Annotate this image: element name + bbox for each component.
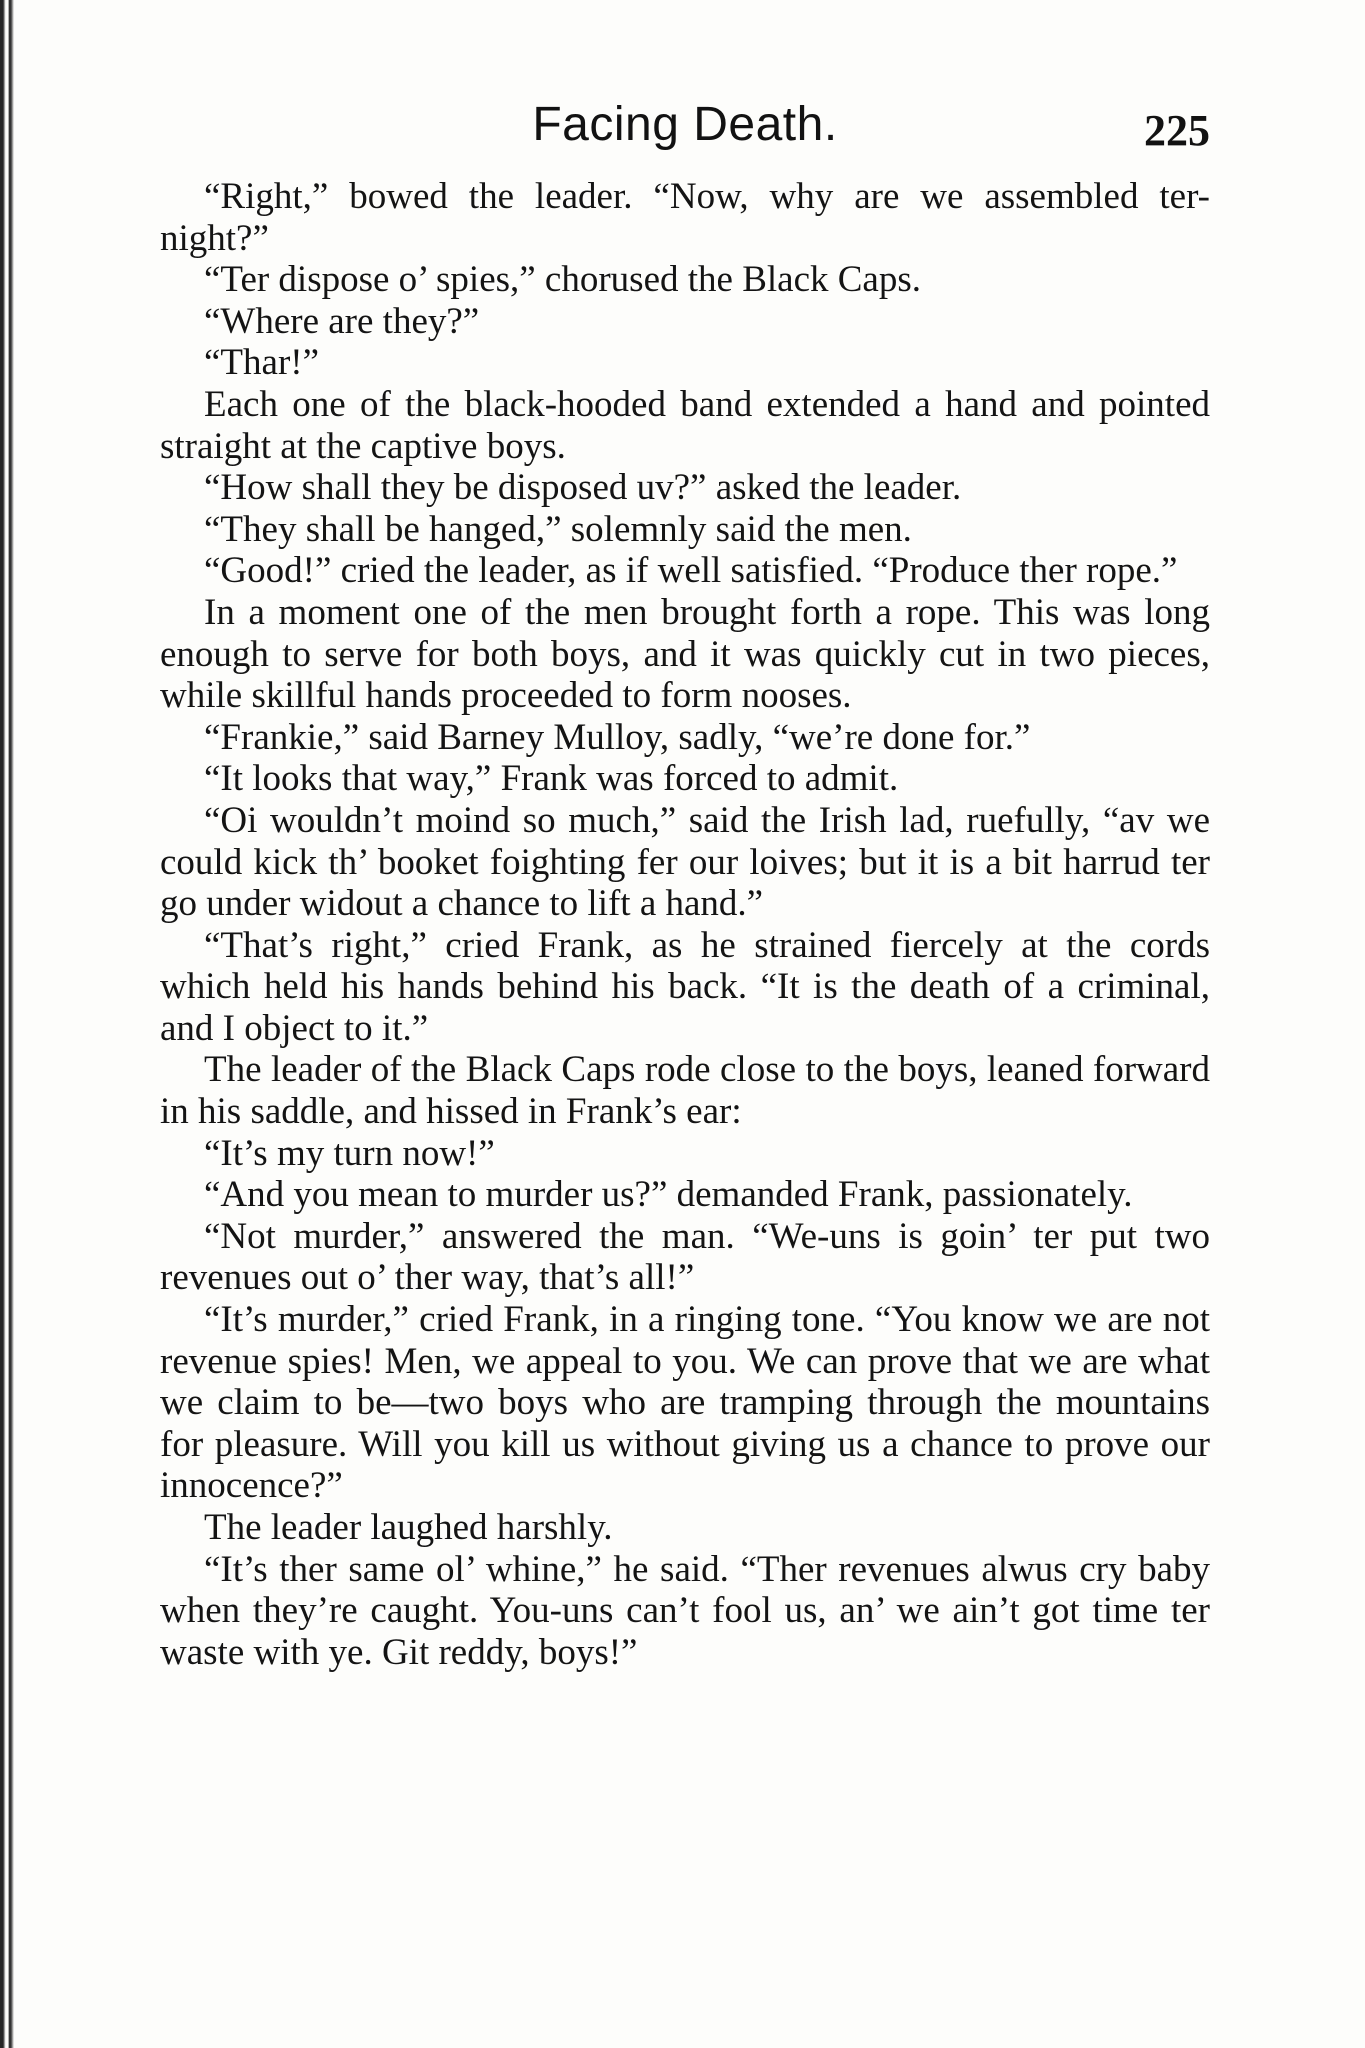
paragraph: Each one of the black-hooded band extended a hand and pointed straight at the captive boys.: [160, 383, 1210, 467]
running-head-title: Facing Death.: [532, 98, 838, 151]
paragraph: The leader of the Black Caps rode close to the boys, leaned forward in his saddle, and hissed in Frank’s ear:: [160, 1049, 1210, 1133]
body-text: [160, 176, 1210, 1673]
page-header: [160, 95, 1210, 155]
paragraph: “It’s ther same ol’ whine,” he said. “Ther revenues alwus cry baby when they’re caught. You-uns can’t fool us, an’ we ain’t got time ter waste with ye. Git reddy, boys!”: [160, 1548, 1210, 1673]
paragraph: “Thar!”: [204, 342, 320, 384]
paragraph: “Oi wouldn’t moind so much,” said the Irish lad, ruefully, “av we could kick th’ booket foighting fer our loives; but it is a bit harrud ter go under widout a chance to lift a hand.”: [160, 799, 1210, 925]
paragraph: The leader laughed harshly.: [204, 1507, 613, 1548]
paragraph: “How shall they be disposed uv?” asked the leader.: [204, 467, 962, 509]
paragraph: “Good!” cried the leader, as if well satisfied. “Produce ther rope.”: [204, 550, 1178, 592]
binding-edge: [0, 0, 14, 2048]
paragraph: “That’s right,” cried Frank, as he strained fiercely at the cords which held his hands behind his back. “It is the death of a criminal, and I object to it.”: [160, 924, 1210, 1049]
paragraph: In a moment one of the men brought forth a rope. This was long enough to serve for both boys, and it was quickly cut in two pieces, while skillful hands proceeded to form nooses.: [160, 591, 1210, 717]
paragraph: “Where are they?”: [204, 300, 480, 342]
paragraph: “They shall be hanged,” solemnly said the men.: [204, 508, 912, 550]
paragraph: “Frankie,” said Barney Mulloy, sadly, “we’re done for.”: [204, 716, 1031, 758]
page-number: 225: [1144, 106, 1210, 155]
paragraph: “Not murder,” answered the man. “We-uns is goin’ ter put two revenues out o’ ther way, that’s all!”: [160, 1215, 1210, 1299]
paragraph: “And you mean to murder us?” demanded Frank, passionately.: [204, 1174, 1133, 1216]
paragraph: “It’s my turn now!”: [204, 1132, 495, 1174]
paragraph: “Ter dispose o’ spies,” chorused the Black Caps.: [204, 259, 922, 301]
paragraph: “It looks that way,” Frank was forced to admit.: [204, 758, 899, 800]
paragraph: “It’s murder,” cried Frank, in a ringing tone. “You know we are not revenue spies! Men, we appeal to you. We can prove that we are what we claim to be—two boys who are tramping through the mountains for pleasure. Will you kill us without giving us a chance to prove our innocence?”: [160, 1299, 1210, 1507]
paragraph: “Right,” bowed the leader. “Now, why are we assembled ter-night?”: [160, 176, 1210, 259]
